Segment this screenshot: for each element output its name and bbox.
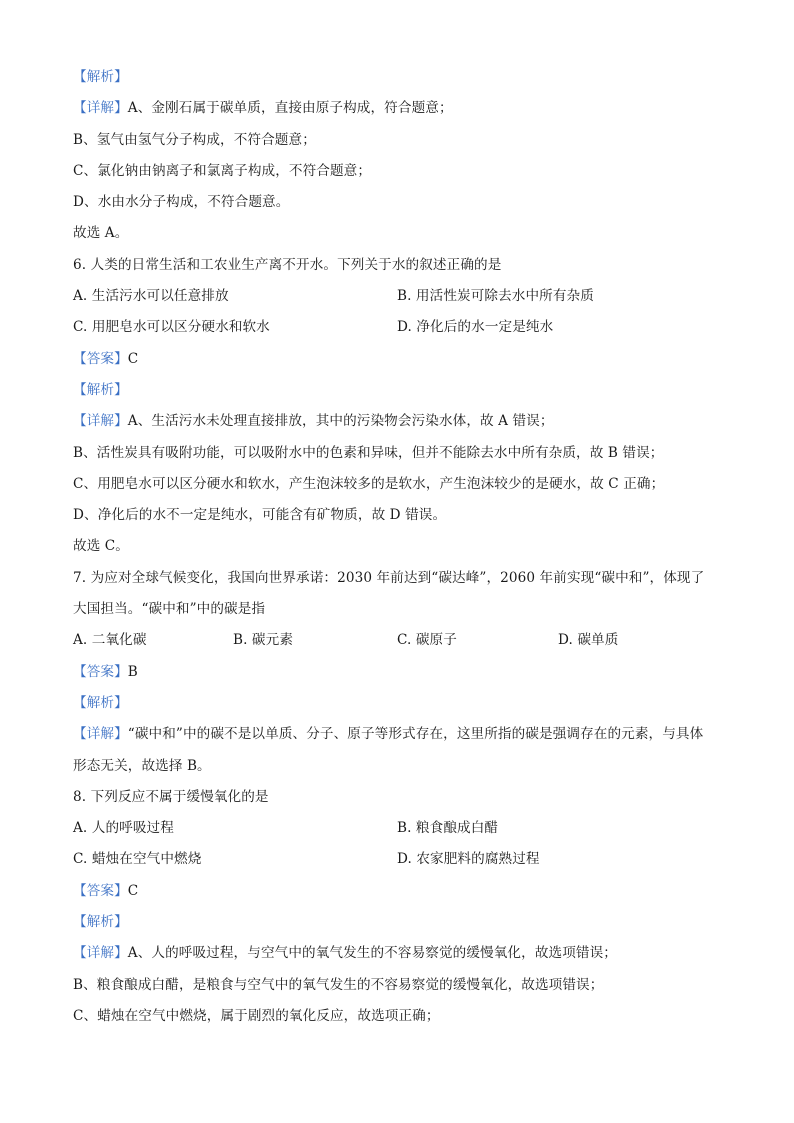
- analysis-heading: 【解析】: [73, 914, 128, 931]
- analysis-heading: 【解析】: [73, 381, 128, 398]
- detail-line: B、粮食酿成白醋，是粮食与空气中的氧气发生的不容易察觉的缓慢氧化，故选项错误；: [73, 976, 604, 993]
- option-b: B. 碳元素: [233, 632, 294, 649]
- detail-line: 形态无关，故选择 B。: [73, 757, 211, 774]
- conclusion-line: 故选 C。: [73, 538, 130, 555]
- detail-line: D、净化后的水不一定是纯水，可能含有矿物质，故 D 错误。: [73, 507, 447, 524]
- answer-line: 【答案】C: [73, 882, 139, 899]
- option-row: [73, 625, 723, 656]
- detail-line: 【详解】A、生活污水未处理直接排放，其中的污染物会污染水体，故 A 错误；: [73, 413, 554, 430]
- option-c: C. 蜡烛在空气中燃烧: [73, 851, 202, 868]
- option-d: D. 农家肥料的腐熟过程: [397, 851, 540, 868]
- option-row: [73, 281, 723, 312]
- question-stem: 大国担当。“碳中和”中的碳是指: [73, 601, 266, 618]
- option-a: A. 二氧化碳: [73, 632, 147, 649]
- option-d: D. 净化后的水一定是纯水: [397, 319, 554, 336]
- answer-line: 【答案】B: [73, 663, 138, 680]
- option-c: C. 用肥皂水可以区分硬水和软水: [73, 319, 270, 336]
- option-a: A. 人的呼吸过程: [73, 820, 174, 837]
- detail-line: 【详解】“碳中和”中的碳不是以单质、分子、原子等形式存在，这里所指的碳是强调存在的元素，与具体: [73, 726, 704, 743]
- detail-line: D、水由水分子构成，不符合题意。: [73, 194, 290, 211]
- option-a: A. 生活污水可以任意排放: [73, 288, 229, 305]
- option-b: B. 用活性炭可除去水中所有杂质: [397, 288, 594, 305]
- detail-line: 【详解】A、金刚石属于碳单质，直接由原子构成，符合题意；: [73, 100, 453, 117]
- question-stem: 6. 人类的日常生活和工农业生产离不开水。下列关于水的叙述正确的是: [73, 256, 502, 273]
- question-stem: 8. 下列反应不属于缓慢氧化的是: [73, 788, 269, 805]
- detail-line: C、氯化钠由钠离子和氯离子构成，不符合题意；: [73, 162, 372, 179]
- option-c: C. 碳原子: [397, 632, 457, 649]
- answer-line: 【答案】C: [73, 350, 139, 367]
- option-d: D. 碳单质: [558, 632, 619, 649]
- question-stem: 7. 为应对全球气候变化，我国向世界承诺：2030 年前达到“碳达峰”，2060 年前实现“碳中和”，体现了: [73, 569, 705, 586]
- analysis-heading: 【解析】: [73, 694, 128, 711]
- analysis-heading: 【解析】: [73, 69, 128, 85]
- detail-line: C、用肥皂水可以区分硬水和软水，产生泡沫较多的是软水，产生泡沫较少的是硬水，故 C 正确；: [73, 475, 665, 492]
- conclusion-line: 故选 A。: [73, 225, 129, 242]
- option-row: [73, 844, 723, 875]
- option-b: B. 粮食酿成白醋: [397, 820, 499, 837]
- option-row: [73, 813, 723, 844]
- detail-line: B、氢气由氢气分子构成，不符合题意；: [73, 131, 316, 148]
- detail-line: C、蜡烛在空气中燃烧，属于剧烈的氧化反应，故选项正确；: [73, 1007, 440, 1024]
- detail-line: B、活性炭具有吸附功能，可以吸附水中的色素和异味，但并不能除去水中所有杂质，故 B 错误；: [73, 444, 664, 461]
- option-row: [73, 312, 723, 343]
- detail-line: 【详解】A、人的呼吸过程，与空气中的氧气发生的不容易察觉的缓慢氧化，故选项错误；: [73, 945, 617, 962]
- document-page: [73, 62, 723, 1032]
